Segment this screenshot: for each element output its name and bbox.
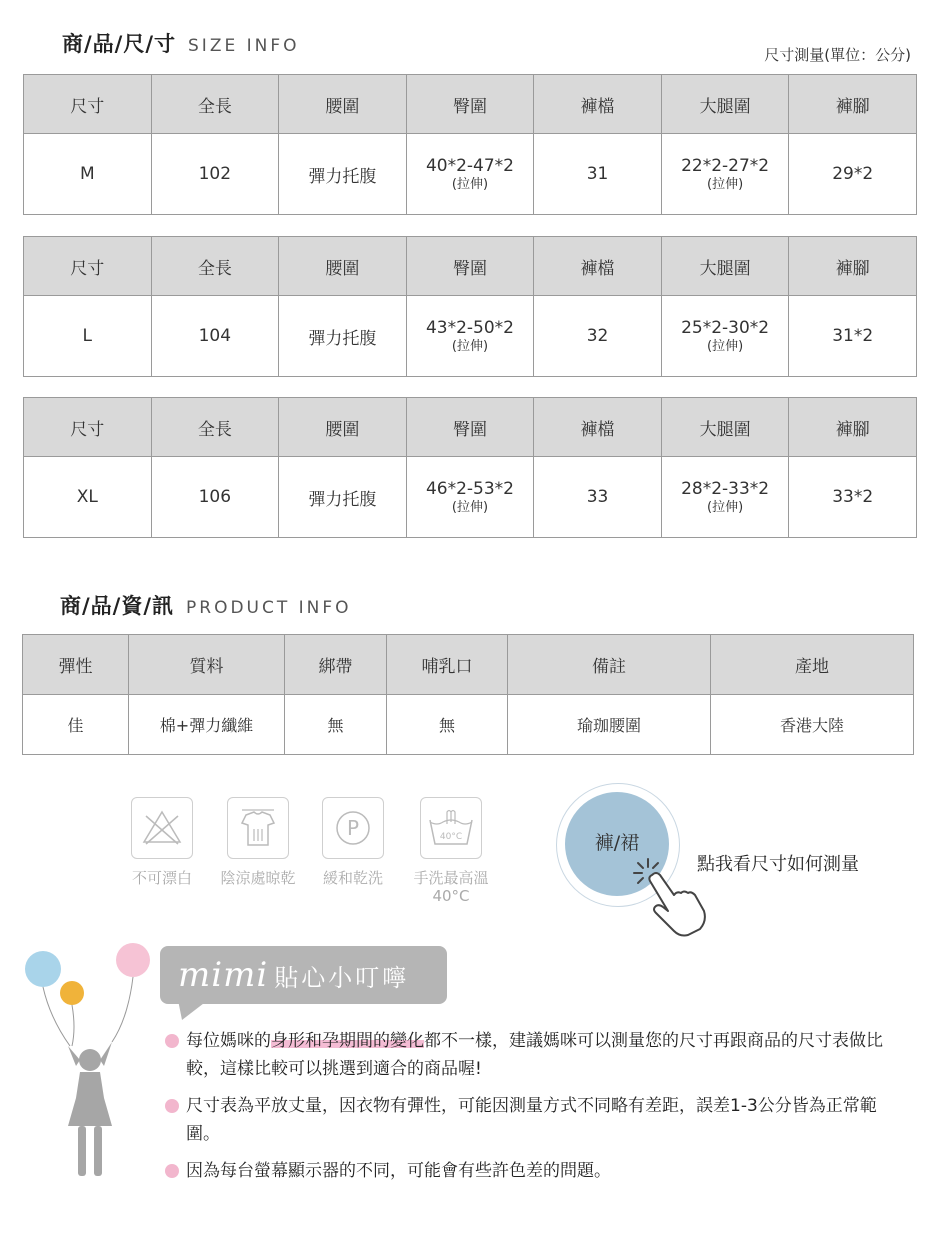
balloon-orange-icon <box>60 981 84 1005</box>
cell-rise: 31 <box>534 134 662 215</box>
tip-item-2: 尺寸表為平放丈量，因衣物有彈性，可能因測量方式不同略有差距，誤差1-3公分皆為正常範圍。 <box>186 1096 877 1144</box>
value-material: 棉+彈力纖維 <box>129 695 285 755</box>
header-hem: 褲腳 <box>789 75 917 134</box>
cell-size: L <box>24 296 152 377</box>
balloon-blue-icon <box>25 951 61 987</box>
header-length: 全長 <box>151 75 279 134</box>
header-length: 全長 <box>151 237 279 296</box>
header-rise: 褲檔 <box>534 75 662 134</box>
product-info-table <box>22 634 914 755</box>
cell-thigh <box>661 457 789 538</box>
cell-hem: 31*2 <box>789 296 917 377</box>
cell-rise: 32 <box>534 296 662 377</box>
header-origin: 產地 <box>711 635 914 695</box>
header-hip: 臀圍 <box>406 75 534 134</box>
header-rise: 褲檔 <box>534 237 662 296</box>
product-info-title: 商/品/資/訊 <box>60 594 175 618</box>
tip-1-pre: 每位媽咪的 <box>186 1031 271 1051</box>
care-hand-wash <box>406 797 496 905</box>
hip-value: 43*2-50*2 <box>425 318 514 338</box>
care-dry-in-shade <box>213 797 303 887</box>
svg-text:40°C: 40°C <box>439 832 463 842</box>
thigh-note: (拉伸) <box>707 177 744 192</box>
brand-logo: mimi <box>178 955 269 995</box>
header-thigh: 大腿圍 <box>661 398 789 457</box>
header-length: 全長 <box>151 398 279 457</box>
header-hip: 臀圍 <box>406 237 534 296</box>
tip-bullet-icon <box>165 1099 179 1113</box>
cell-hip <box>406 457 534 538</box>
size-info-title: 商/品/尺/寸 <box>62 32 177 56</box>
value-notes: 瑜珈腰圍 <box>508 695 711 755</box>
header-nursing: 哺乳口 <box>387 635 508 695</box>
unit-note: 尺寸測量(單位：公分) <box>764 46 911 64</box>
cell-length: 102 <box>151 134 279 215</box>
care-label: 不可漂白 <box>131 869 192 887</box>
size-table-l <box>23 236 917 377</box>
tip-bullet-icon <box>165 1034 179 1048</box>
header-size: 尺寸 <box>24 398 152 457</box>
header-hip: 臀圍 <box>406 398 534 457</box>
care-label <box>406 869 496 905</box>
tips-title: 貼心小叮嚀 <box>274 963 410 992</box>
thigh-value: 22*2-27*2 <box>681 156 770 176</box>
cell-hip <box>406 134 534 215</box>
tip-1-highlight: 身形和孕期間的變化 <box>271 1031 424 1051</box>
hand-wash-icon <box>420 797 482 859</box>
hip-value: 40*2-47*2 <box>425 156 514 176</box>
cell-length: 106 <box>151 457 279 538</box>
cell-hip <box>406 296 534 377</box>
cell-thigh <box>661 296 789 377</box>
product-info-subtitle: PRODUCT INFO <box>186 598 352 618</box>
value-elasticity: 佳 <box>23 695 129 755</box>
cell-waist: 彈力托腹 <box>279 296 407 377</box>
cell-length: 104 <box>151 296 279 377</box>
care-label-line2: 40°C <box>432 887 470 905</box>
girl-silhouette-icon <box>68 1042 112 1176</box>
value-straps: 無 <box>285 695 387 755</box>
care-gentle-dry-clean <box>308 797 398 887</box>
header-notes: 備註 <box>508 635 711 695</box>
header-thigh: 大腿圍 <box>661 75 789 134</box>
header-waist: 腰圍 <box>279 237 407 296</box>
tip-item-1 <box>186 1027 906 1083</box>
value-origin: 香港大陸 <box>711 695 914 755</box>
measure-category-label: 褲/裙 <box>594 831 640 854</box>
hip-note: (拉伸) <box>451 177 489 192</box>
header-material: 質料 <box>129 635 285 695</box>
care-label: 陰涼處晾乾 <box>220 869 296 887</box>
size-info-subtitle: SIZE INFO <box>188 36 300 56</box>
balloon-girl-illustration <box>20 938 160 1202</box>
header-hem: 褲腳 <box>789 237 917 296</box>
header-size: 尺寸 <box>24 237 152 296</box>
header-waist: 腰圍 <box>279 398 407 457</box>
tip-bullet-icon <box>165 1164 179 1178</box>
tips-banner <box>160 946 447 1004</box>
size-info-heading <box>62 28 300 58</box>
cell-waist: 彈力托腹 <box>279 134 407 215</box>
tip-1-post: 都不一樣，建議媽咪可以測量您的尺寸再跟商品的尺寸表做比較，這樣比較可以挑選到適合的商品喔! <box>186 1031 883 1079</box>
header-thigh: 大腿圍 <box>661 237 789 296</box>
care-label: 緩和乾洗 <box>322 869 383 887</box>
header-elasticity: 彈性 <box>23 635 129 695</box>
tip-item-3: 因為每台螢幕顯示器的不同，可能會有些許色差的問題。 <box>186 1161 611 1181</box>
care-label-line1: 手洗最高溫 <box>413 869 489 887</box>
cell-thigh <box>661 134 789 215</box>
gentle-dry-clean-icon <box>322 797 384 859</box>
header-waist: 腰圍 <box>279 75 407 134</box>
dry-in-shade-icon <box>227 797 289 859</box>
cell-hem: 33*2 <box>789 457 917 538</box>
hip-note: (拉伸) <box>451 500 489 515</box>
cell-rise: 33 <box>534 457 662 538</box>
cell-waist: 彈力托腹 <box>279 457 407 538</box>
cell-size: M <box>24 134 152 215</box>
banner-tail-icon <box>178 1000 208 1022</box>
size-table-xl <box>23 397 917 538</box>
care-no-bleach <box>117 797 207 887</box>
header-size: 尺寸 <box>24 75 152 134</box>
thigh-note: (拉伸) <box>707 500 744 515</box>
value-nursing: 無 <box>387 695 508 755</box>
header-rise: 褲檔 <box>534 398 662 457</box>
no-bleach-icon <box>131 797 193 859</box>
thigh-value: 28*2-33*2 <box>681 479 770 499</box>
thigh-note: (拉伸) <box>707 339 744 354</box>
header-hem: 褲腳 <box>789 398 917 457</box>
size-table-m <box>23 74 917 215</box>
measure-guide-link[interactable]: 點我看尺寸如何測量 <box>697 854 859 875</box>
balloon-pink-icon <box>116 943 150 977</box>
product-info-heading <box>60 590 352 620</box>
thigh-value: 25*2-30*2 <box>681 318 770 338</box>
hip-note: (拉伸) <box>451 339 489 354</box>
hip-value: 46*2-53*2 <box>425 479 514 499</box>
header-straps: 綁帶 <box>285 635 387 695</box>
cell-hem: 29*2 <box>789 134 917 215</box>
svg-text:P: P <box>346 816 360 840</box>
cell-size: XL <box>24 457 152 538</box>
